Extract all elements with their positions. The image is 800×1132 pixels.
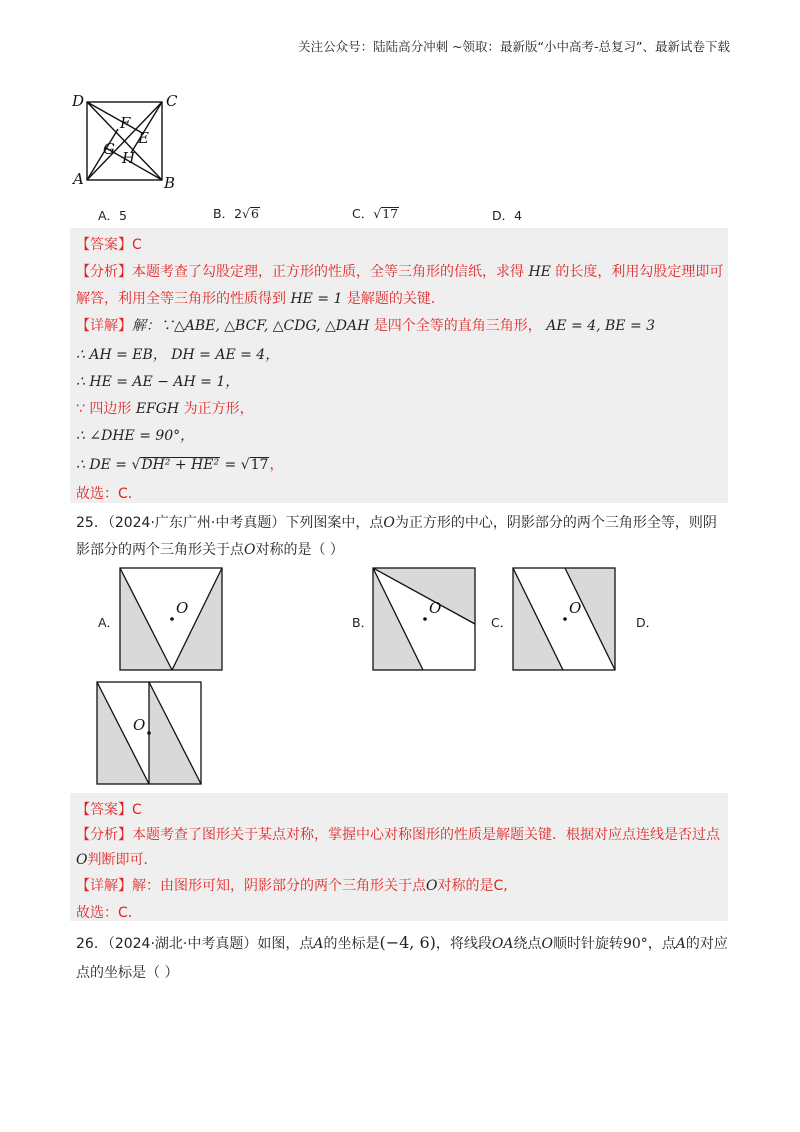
q24-step-3: ∵ 四边形 EFGH 为正方形， [76,401,254,417]
q25-figure-c [511,566,617,672]
label-b: B [164,174,176,192]
q24-analysis-line-2: 解答，利用全等三角形的性质得到 HE = 1 是解题的关键． [76,291,445,307]
q25-analysis-line-1: 【分析】本题考查了图形关于某点对称，掌握中心对称图形的性质是解题关键．根据对应点连线是否过点 [76,827,720,843]
q24-option-a: A．5 [98,208,128,223]
q25-line-1: 25．（2024·广东广州·中考真题）下列图案中，点O为正方形的中心，阴影部分的两个三角形全等，则阴 [76,515,717,531]
q24-step-4: ∴ ∠DHE = 90°， [76,428,195,444]
q26-line-1: 26．（2024·湖北·中考真题）如图，点A的坐标是(−4, 6)，将线段OA绕点O顺时针旋转90°，点A的对应 [76,933,728,952]
q25-line-2: 影部分的两个三角形关于点O对称的是（ ） [76,542,344,558]
label-a: A [73,170,84,188]
q25-solution-box [70,793,728,921]
q24-step-2: ∴ HE = AE − AH = 1， [76,374,240,390]
q25-option-a-label: A． [98,615,120,630]
q25-figure-d [95,680,203,786]
q24-step-5: ∴ DE = √DH² + HE² = √17， [76,457,284,473]
q25-conclusion: 故选：C． [76,905,142,921]
q25-figure-b [371,566,477,672]
q25-option-d-label: D． [636,615,659,630]
q25-b-point-label: O [429,599,442,617]
page-header: 关注公众号：陆陆高分冲刺 ~领取：最新版“小中高考-总复习”、最新试卷下载 [298,39,730,54]
q24-analysis-line-1: 【分析】本题考查了勾股定理，正方形的性质，全等三角形的信纸，求得 HE 的长度，利用勾股定理即可 [76,264,724,280]
q24-step-1: ∴ AH = EB， DH = AE = 4， [76,347,280,363]
q24-option-c: C．√17 [352,206,399,221]
q25-c-point-label: O [569,599,582,617]
q24-detail-line: 【详解】解：∵△ABE, △BCF, △CDG, △DAH 是四个全等的直角三角形， AE = 4, BE = 3 [76,318,656,334]
q26-line-2: 点的坐标是（ ） [76,965,179,981]
q25-analysis-line-2: O判断即可． [76,852,158,868]
q25-detail-line: 【详解】解：由图形可知，阴影部分的两个三角形关于点O对称的是C, [76,878,508,894]
q24-figure [60,90,190,200]
label-d: D [72,92,85,110]
q25-answer-line: 【答案】C [76,802,142,818]
label-g: G [103,140,115,158]
label-f: F [120,114,131,132]
q25-option-c-label: C． [491,615,513,630]
q24-option-d: D．4 [492,208,523,223]
q24-option-b: B．2√6 [213,206,259,221]
label-c: C [166,92,178,110]
q25-a-point-label: O [176,599,189,617]
q24-answer-line: 【答案】C [76,237,142,253]
q25-option-b-label: B． [352,615,374,630]
label-e: E [138,129,149,147]
q25-figure-a [118,566,224,672]
q24-conclusion: 故选：C． [76,486,142,502]
label-h: H [122,149,136,167]
q25-d-point-label: O [133,716,146,734]
